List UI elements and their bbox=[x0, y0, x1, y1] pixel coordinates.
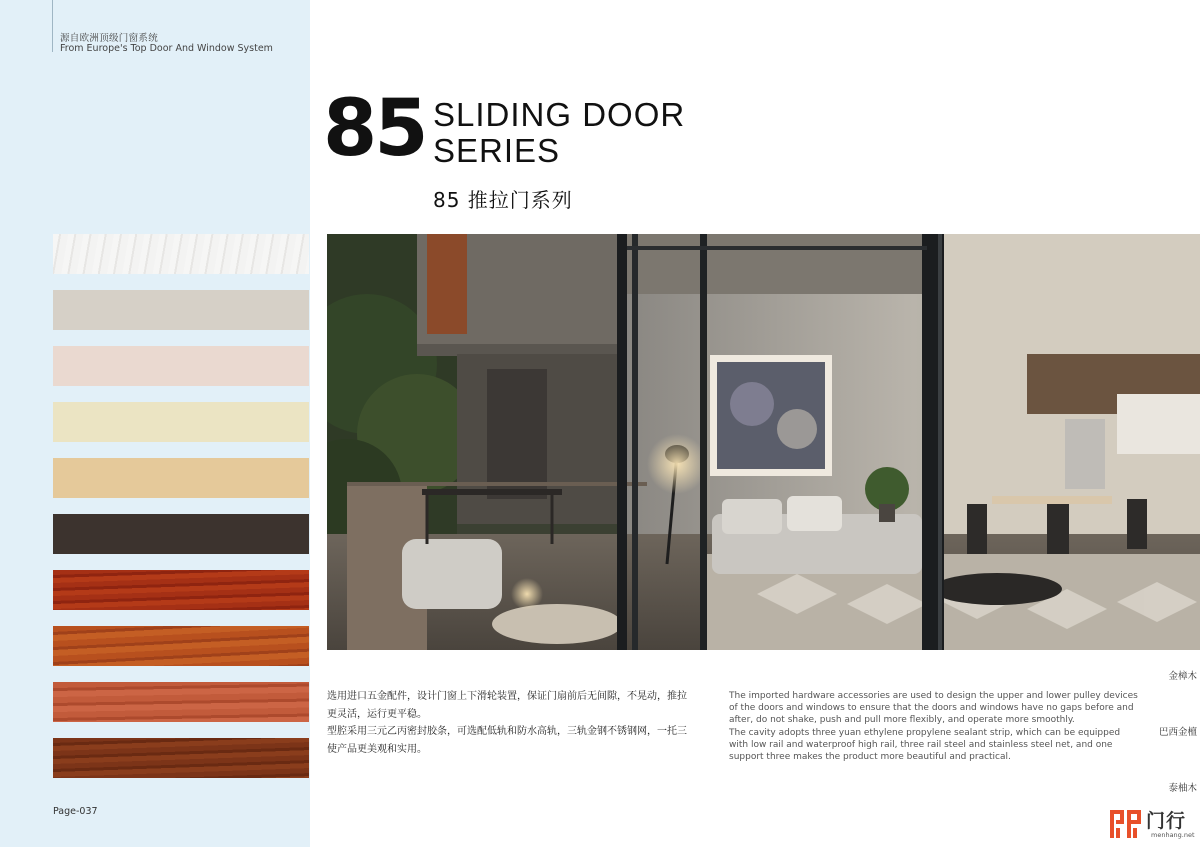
description-cn-p1: 选用进口五金配件，设计门窗上下滑轮装置，保证门扇前后无间隙，不晃动，推拉更灵活，运行更平稳。 bbox=[327, 691, 687, 720]
title-line-1: SLIDING DOOR bbox=[433, 96, 686, 133]
swatch-1 bbox=[53, 234, 309, 274]
description-cn bbox=[327, 688, 692, 758]
swatch-5 bbox=[53, 458, 309, 498]
top-rule bbox=[52, 0, 53, 52]
description-cn-p2: 型腔采用三元乙丙密封胶条，可选配低轨和防水高轨，三轨金钢不锈钢网，一托三使产品更美观和实用。 bbox=[327, 726, 687, 755]
swatch-label: 巴西金檀 bbox=[1158, 727, 1197, 738]
swatch-label: 金樟木 bbox=[1168, 671, 1197, 682]
brand-tagline-en: From Europe's Top Door And Window System bbox=[60, 43, 273, 54]
swatch-3 bbox=[53, 346, 309, 386]
title-line-2: SERIES bbox=[433, 132, 561, 169]
description-en bbox=[729, 690, 1139, 763]
swatch-label: 泰柚木 bbox=[1168, 783, 1197, 794]
interior-photo bbox=[327, 234, 1200, 650]
swatch-8 bbox=[53, 626, 309, 666]
swatch-2 bbox=[53, 290, 309, 330]
swatch-9 bbox=[53, 682, 309, 722]
description-en-p1: The imported hardware accessories are used to design the upper and lower pulley devices of the doors and windows to ensure that the doors and windows have no gaps before and after, do not shake, push and pull more flexibly, and operate more smoothly. bbox=[729, 691, 1138, 726]
logo-text-en: menhang.net bbox=[1151, 831, 1195, 839]
page-number: Page-037 bbox=[53, 806, 98, 817]
brand-tagline-cn: 源自欧洲顶级门窗系统 bbox=[60, 33, 159, 44]
swatch-7 bbox=[53, 570, 309, 610]
swatch-4 bbox=[53, 402, 309, 442]
swatch-10 bbox=[53, 738, 309, 778]
swatch-6 bbox=[53, 514, 309, 554]
logo-text-cn: 门行 bbox=[1146, 810, 1187, 832]
description-en-p2: The cavity adopts three yuan ethylene propylene sealant strip, which can be equipped with low rail and waterproof high rail, three rail steel and stainless steel net, and one support three makes the product more beautiful and practical. bbox=[729, 727, 1121, 763]
series-number: 85 bbox=[323, 84, 426, 174]
subtitle-cn: 85 推拉门系列 bbox=[433, 188, 573, 212]
